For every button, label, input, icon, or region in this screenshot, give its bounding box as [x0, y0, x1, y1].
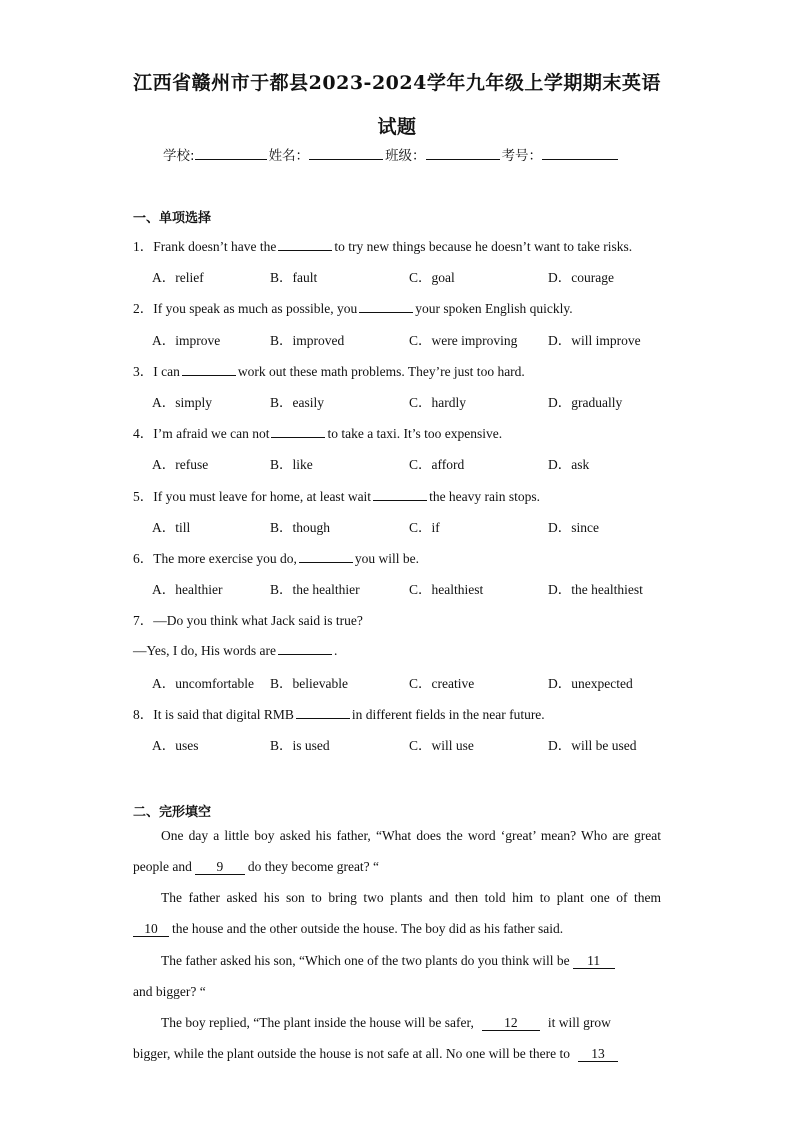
cloze-paragraph-line [133, 921, 563, 937]
option-a[interactable]: A．refuse [152, 457, 209, 472]
cloze-blank-10[interactable]: 10 [133, 921, 169, 937]
cloze-text: The boy replied, “The plant inside the house will be safer, [161, 1015, 474, 1030]
name-label: 姓名： [268, 148, 310, 164]
cloze-text: do they become great? “ [247, 859, 380, 874]
question-text-post: . [334, 643, 338, 658]
question-5 [133, 485, 540, 505]
cloze-blank-12[interactable]: 12 [482, 1015, 540, 1031]
cloze-paragraph-line [133, 1046, 621, 1062]
question-text-post: the heavy rain stops. [429, 489, 541, 504]
question-number: 6． [133, 551, 154, 566]
question-number: 2． [133, 301, 154, 316]
cloze-paragraph-line: and bigger? “ [133, 984, 206, 999]
question-text-post: you will be. [354, 551, 419, 566]
cloze-text: it will grow [547, 1015, 611, 1030]
option-c[interactable]: C．afford [409, 457, 465, 472]
option-b[interactable]: B．is used [270, 738, 330, 753]
cloze-blank-13[interactable]: 13 [578, 1046, 618, 1062]
question-text-pre: I can [153, 364, 180, 379]
answer-blank[interactable] [278, 641, 332, 655]
answer-blank[interactable] [271, 424, 325, 438]
cloze-paragraph-line [133, 859, 379, 875]
option-a[interactable]: A．uncomfortable [152, 676, 254, 691]
question-text-post: to try new things because he doesn’t want to take risks. [334, 239, 633, 254]
option-d[interactable]: D．courage [548, 270, 614, 285]
cloze-blank-11[interactable]: 11 [573, 953, 615, 969]
question-6 [133, 547, 419, 567]
school-label: 学校: [163, 148, 195, 164]
name-blank[interactable] [309, 145, 383, 160]
question-text-post: work out these math problems. They’re just too hard. [237, 364, 525, 379]
answer-blank[interactable] [373, 487, 427, 501]
section-title-cloze: 二、完形填空 [133, 805, 212, 820]
option-c[interactable]: C．hardly [409, 395, 466, 410]
class-blank[interactable] [426, 145, 500, 160]
option-d[interactable]: D．gradually [548, 395, 623, 410]
question-number: 5． [133, 489, 154, 504]
option-b[interactable]: B．the healthier [270, 582, 360, 597]
question-number: 4． [133, 426, 154, 441]
class-label: 班级： [385, 148, 426, 164]
option-b[interactable]: B．improved [270, 333, 345, 348]
option-a[interactable]: A．healthier [152, 582, 223, 597]
exam-title-line1: 江西省赣州市于都县2023-2024学年九年级上学期期末英语 [133, 72, 661, 94]
answer-blank[interactable] [278, 237, 332, 251]
option-c[interactable]: C．will use [409, 738, 474, 753]
question-1 [133, 235, 632, 255]
option-a[interactable]: A．uses [152, 738, 199, 753]
exam-no-label: 考号： [501, 148, 543, 164]
answer-blank[interactable] [182, 362, 236, 376]
question-8 [133, 703, 545, 723]
question-7 [133, 609, 363, 629]
option-c[interactable]: C．creative [409, 676, 475, 691]
cloze-text: bigger, while the plant outside the house is not safe at all. No one will be there to [133, 1046, 570, 1061]
cloze-paragraph-line: One day a little boy asked his father, “What does the word ‘great’ mean? Who are great [161, 828, 661, 843]
cloze-paragraph-line [161, 953, 618, 969]
option-c[interactable]: C．were improving [409, 333, 518, 348]
option-b[interactable]: B．though [270, 520, 331, 535]
section-title-single-choice: 一、单项选择 [133, 211, 212, 226]
question-4 [133, 422, 502, 442]
school-blank[interactable] [195, 145, 267, 160]
option-d[interactable]: D．will be used [548, 738, 637, 753]
question-number: 1． [133, 239, 154, 254]
option-c[interactable]: C．if [409, 520, 440, 535]
answer-blank[interactable] [359, 299, 413, 313]
question-number: 7． [133, 613, 154, 628]
question-text-pre: —Do you think what Jack said is true? [153, 613, 363, 628]
option-c[interactable]: C．goal [409, 270, 455, 285]
question-2 [133, 297, 573, 317]
cloze-paragraph-line [161, 1015, 611, 1031]
option-d[interactable]: D．ask [548, 457, 590, 472]
option-a[interactable]: A．improve [152, 333, 221, 348]
cloze-text: The father asked his son, “Which one of the two plants do you think will be [161, 953, 570, 968]
question-3 [133, 360, 525, 380]
cloze-text: the house and the other outside the house. The boy did as his father said. [172, 921, 564, 936]
option-a[interactable]: A．simply [152, 395, 213, 410]
option-a[interactable]: A．till [152, 520, 191, 535]
exam-title-line2: 试题 [377, 116, 417, 138]
option-b[interactable]: B．fault [270, 270, 318, 285]
exam-no-blank[interactable] [542, 145, 618, 160]
question-text-pre: It is said that digital RMB [153, 707, 294, 722]
option-d[interactable]: D．will improve [548, 333, 641, 348]
cloze-blank-9[interactable]: 9 [195, 859, 245, 875]
option-d[interactable]: D．since [548, 520, 599, 535]
option-d[interactable]: D．the healthiest [548, 582, 643, 597]
option-b[interactable]: B．believable [270, 676, 348, 691]
question-7-line2 [133, 641, 337, 659]
question-number: 8． [133, 707, 154, 722]
question-text-post: to take a taxi. It’s too expensive. [327, 426, 503, 441]
option-b[interactable]: B．like [270, 457, 313, 472]
cloze-paragraph-line: The father asked his son to bring two plants and then told him to plant one of them [161, 890, 661, 905]
question-text-pre: If you speak as much as possible, you [153, 301, 358, 316]
option-b[interactable]: B．easily [270, 395, 324, 410]
question-text-pre: Frank doesn’t have the [153, 239, 277, 254]
cloze-text: people and [133, 859, 192, 874]
option-a[interactable]: A．relief [152, 270, 204, 285]
question-number: 3． [133, 364, 154, 379]
student-info-row [163, 144, 683, 164]
answer-blank[interactable] [296, 705, 350, 719]
question-text-pre: I’m afraid we can not [153, 426, 270, 441]
question-text-post: in different fields in the near future. [351, 707, 545, 722]
question-text-post: your spoken English quickly. [415, 301, 573, 316]
option-c[interactable]: C．healthiest [409, 582, 484, 597]
question-text-pre: The more exercise you do, [153, 551, 297, 566]
option-d[interactable]: D．unexpected [548, 676, 633, 691]
question-text-pre: If you must leave for home, at least wait [153, 489, 372, 504]
question-text-pre: —Yes, I do, His words are [133, 643, 276, 658]
answer-blank[interactable] [299, 549, 353, 563]
